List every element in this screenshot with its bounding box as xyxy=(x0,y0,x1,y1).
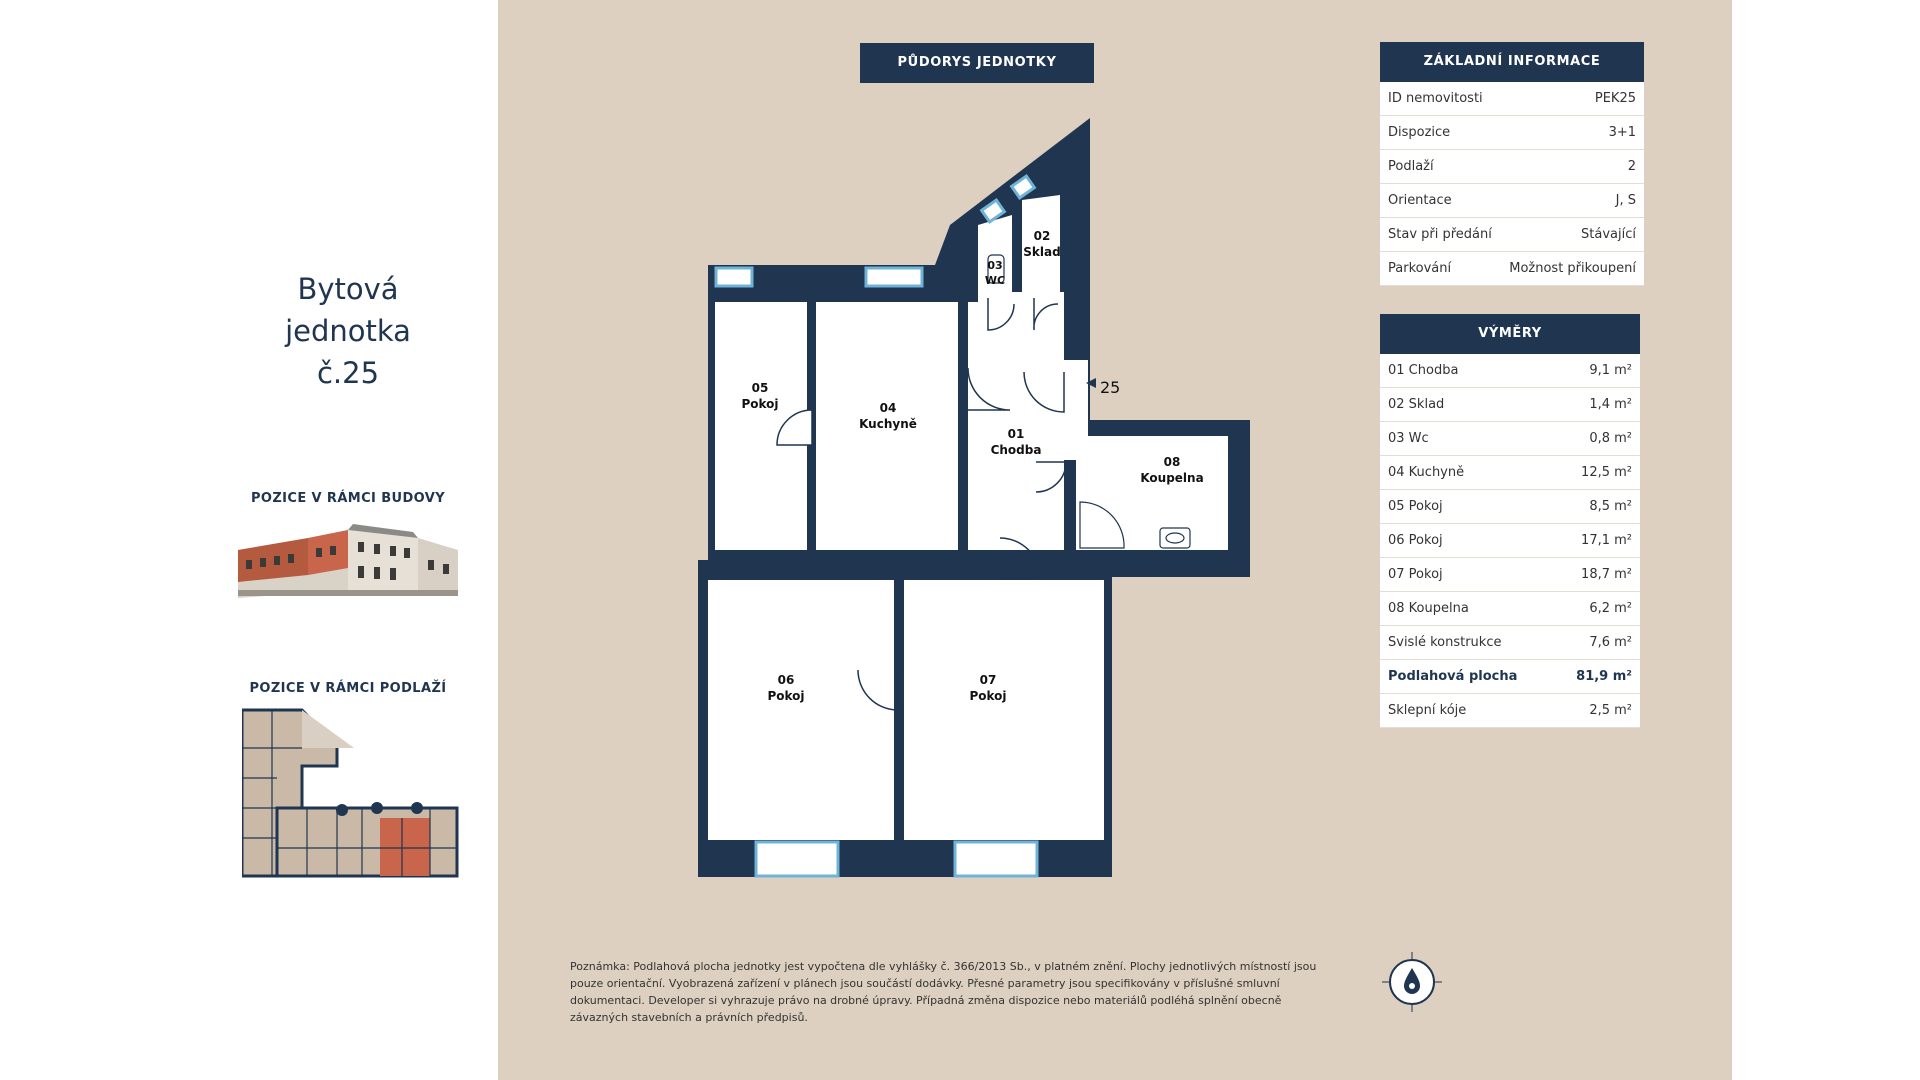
unit-title-line1: Bytová xyxy=(297,272,399,306)
window xyxy=(866,268,922,286)
unit-title-line2: jednotka xyxy=(285,314,411,348)
room-label-03: 03 WC xyxy=(984,259,1006,287)
unit-title-block xyxy=(198,268,498,394)
table-row: Orientace J, S xyxy=(1380,184,1644,218)
room-label-06: 06 Pokoj xyxy=(767,673,805,703)
areas-heading: VÝMĚRY xyxy=(1380,314,1640,354)
room-label-04: 04 Kuchyně xyxy=(859,401,917,431)
areas-table xyxy=(1380,354,1640,728)
room-label-01: 01 Chodba xyxy=(990,427,1042,457)
window xyxy=(955,842,1037,876)
floor-thumbnail xyxy=(242,708,462,878)
room-01c xyxy=(978,292,1064,304)
disclaimer-note: Poznámka: Podlahová plocha jednotky jest vypočtena dle vyhlášky č. 366/2013 Sb., v platném znění. Plochy jednotlivých místností jsou pouze orientační. Vyobrazená zařízení v plánech jsou součástí dodávky. Přesné parametry jsou specifikovány v příslušné smluvní dokumentaci. Developer si vyhrazuje právo na drobné úpravy. Případná změna dispozice nebo materiálů podléhá splnění obecně závazných stavebních a právních předpisů. xyxy=(570,960,1317,1024)
floor-plan xyxy=(690,110,1260,890)
table-row: 08 Koupelna 6,2 m² xyxy=(1380,592,1640,626)
table-row: 01 Chodba 9,1 m² xyxy=(1380,354,1640,388)
table-row: Sklepní kóje 2,5 m² xyxy=(1380,694,1640,728)
table-row: 03 Wc 0,8 m² xyxy=(1380,422,1640,456)
table-row: 04 Kuchyně 12,5 m² xyxy=(1380,456,1640,490)
table-row: Parkování Možnost přikoupení xyxy=(1380,252,1644,286)
table-row: 07 Pokoj 18,7 m² xyxy=(1380,558,1640,592)
table-row: Stav při předání Stávající xyxy=(1380,218,1644,252)
table-row: 02 Sklad 1,4 m² xyxy=(1380,388,1640,422)
table-row: Svislé konstrukce 7,6 m² xyxy=(1380,626,1640,660)
right-strip xyxy=(1732,0,1920,1080)
basic-info-heading: ZÁKLADNÍ INFORMACE xyxy=(1380,42,1644,82)
room-07 xyxy=(904,580,1104,840)
entry-label: 25 xyxy=(1100,378,1121,397)
unit-title-line3: č.25 xyxy=(316,356,380,390)
table-row: ID nemovitosti PEK25 xyxy=(1380,82,1644,116)
plan-heading: PŮDORYS JEDNOTKY xyxy=(860,43,1094,83)
basic-info-table xyxy=(1380,82,1644,286)
table-row: Dispozice 3+1 xyxy=(1380,116,1644,150)
room-label-02: 02 Sklad xyxy=(1023,229,1061,259)
window xyxy=(756,842,838,876)
room-06 xyxy=(708,580,894,840)
table-row-total: Podlahová plocha 81,9 m² xyxy=(1380,660,1640,694)
position-building-heading: POZICE V RÁMCI BUDOVY xyxy=(250,491,446,506)
window xyxy=(716,268,752,286)
table-row: Podlaží 2 xyxy=(1380,150,1644,184)
room-label-08: 08 Koupelna xyxy=(1140,455,1204,485)
position-floor-heading: POZICE V RÁMCI PODLAŽÍ xyxy=(249,681,447,696)
room-label-05: 05 Pokoj xyxy=(741,381,779,411)
room-label-07: 07 Pokoj xyxy=(969,673,1007,703)
table-row: 06 Pokoj 17,1 m² xyxy=(1380,524,1640,558)
building-thumbnail xyxy=(238,520,458,606)
table-row: 05 Pokoj 8,5 m² xyxy=(1380,490,1640,524)
compass-icon xyxy=(1380,950,1444,1014)
